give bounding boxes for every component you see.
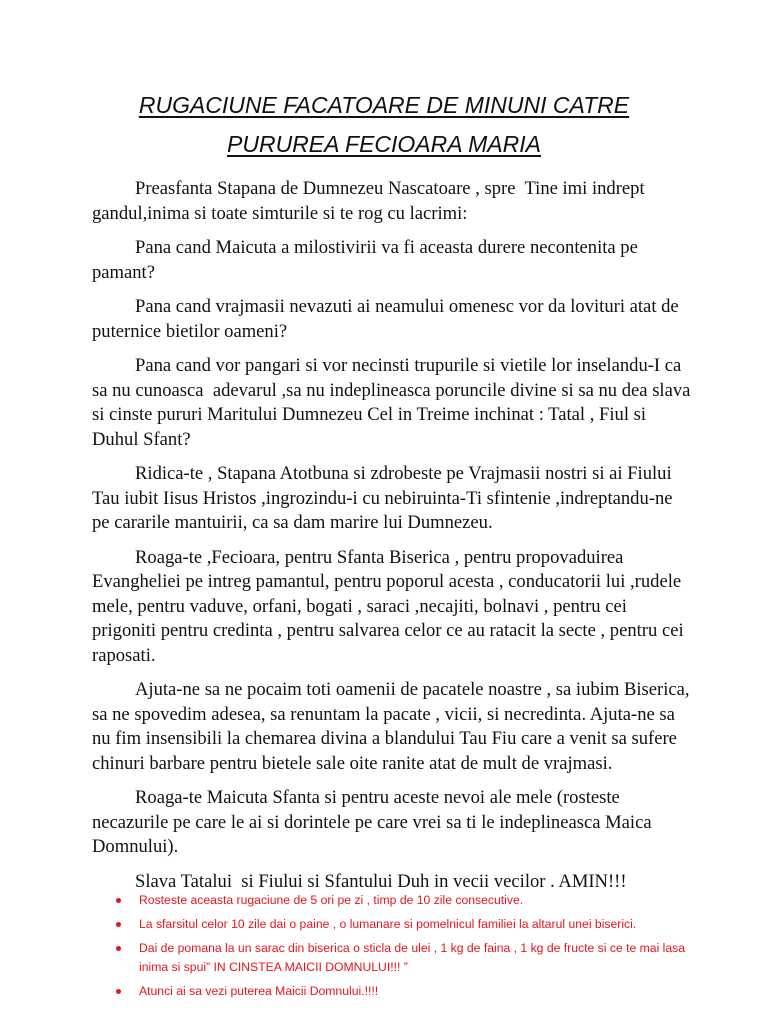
bullet-icon [116, 922, 121, 927]
prayer-paragraph: Preasfanta Stapana de Dumnezeu Nascatoare , spre Tine imi indrept gandul,inima si toate simturile si te rog cu lacrimi: [92, 178, 650, 224]
prayer-paragraph: Roaga-te Maicuta Sfanta si pentru aceste nevoi ale mele (rosteste necazurile pe care le ai si dorintele pe care vrei sa ti le indeplineasca Maica Domnului). [92, 787, 657, 857]
instruction-item [114, 891, 714, 910]
instruction-item [114, 939, 714, 977]
prayer-paragraph: Pana cand vor pangari si vor necinsti trupurile si vietile lor inselandu-I ca sa nu cunoasca adevarul ,sa nu indeplineasca poruncile divine si sa nu dea slava si cinste pururi Maritului Dumnezeu Cel in Treime inchinat : Tatal , Fiul si Duhul Sfant? [92, 355, 696, 450]
bullet-icon [116, 946, 121, 951]
prayer-body [92, 177, 696, 904]
instruction-text: Atunci ai sa vezi puterea Maicii Domnului.!!!! [139, 984, 379, 998]
instruction-text: Rosteste aceasta rugaciune de 5 ori pe zi , timp de 10 zile consecutive. [139, 893, 524, 907]
prayer-paragraph: Ajuta-ne sa ne pocaim toti oamenii de pacatele noastre , sa iubim Biserica, sa ne spovedim adesea, sa renuntam la pacate , vicii, si necredinta. Ajuta-ne sa nu fim insensibili la chemarea divina a blandului Tau Fiu care a venit sa sufere chinuri barbare pentru bietele sale oite ranite atat de mult de vrajmasi. [92, 679, 695, 774]
prayer-paragraph: Slava Tatalui si Fiului si Sfantului Duh in vecii vecilor . AMIN!!! [135, 870, 627, 892]
bullet-icon [116, 898, 121, 903]
prayer-paragraph: Roaga-te ,Fecioara, pentru Sfanta Biserica , pentru propovaduirea Evangheliei pe intreg pamantul, pentru poporul acesta , conducatorii lui ,rudele mele, pentru vaduve, orfani, bogati , saraci ,necajiti, bolnavi , pentru cei prigoniti pentru credinta , pentru salvarea celor ce au ratacit la secte , pentru cei raposati. [92, 546, 689, 666]
instruction-text: Dai de pomana la un sarac din biserica o sticla de ulei , 1 kg de faina , 1 kg de fructe si ce te mai lasa inima si spui” IN CINSTEA MAICII DOMNULUI!!! ” [139, 941, 686, 974]
prayer-paragraph: Pana cand vrajmasii nevazuti ai neamului omenesc vor da lovituri atat de puternice bietilor oameni? [92, 296, 684, 342]
instruction-item [114, 982, 714, 1001]
instructions-list [114, 891, 714, 1006]
instruction-item [114, 915, 714, 934]
document-title: RUGACIUNE FACATOARE DE MINUNI CATRE PURUREA FECIOARA MARIA [138, 92, 630, 157]
instruction-text: La sfarsitul celor 10 zile dai o paine , o lumanare si pomelnicul familiei la altarul unei biserici. [139, 917, 637, 931]
prayer-paragraph: Ridica-te , Stapana Atotbuna si zdrobeste pe Vrajmasii nostri si ai Fiului Tau iubit Iisus Hristos ,ingrozindu-i cu nebiruinta-Ti sfintenie ,indreptandu-ne pe cararile mantuirii, ca sa dam marire lui Dumnezeu. [92, 463, 678, 533]
prayer-paragraph: Pana cand Maicuta a milostivirii va fi aceasta durere necontenita pe pamant? [92, 237, 643, 283]
bullet-icon [116, 989, 121, 994]
